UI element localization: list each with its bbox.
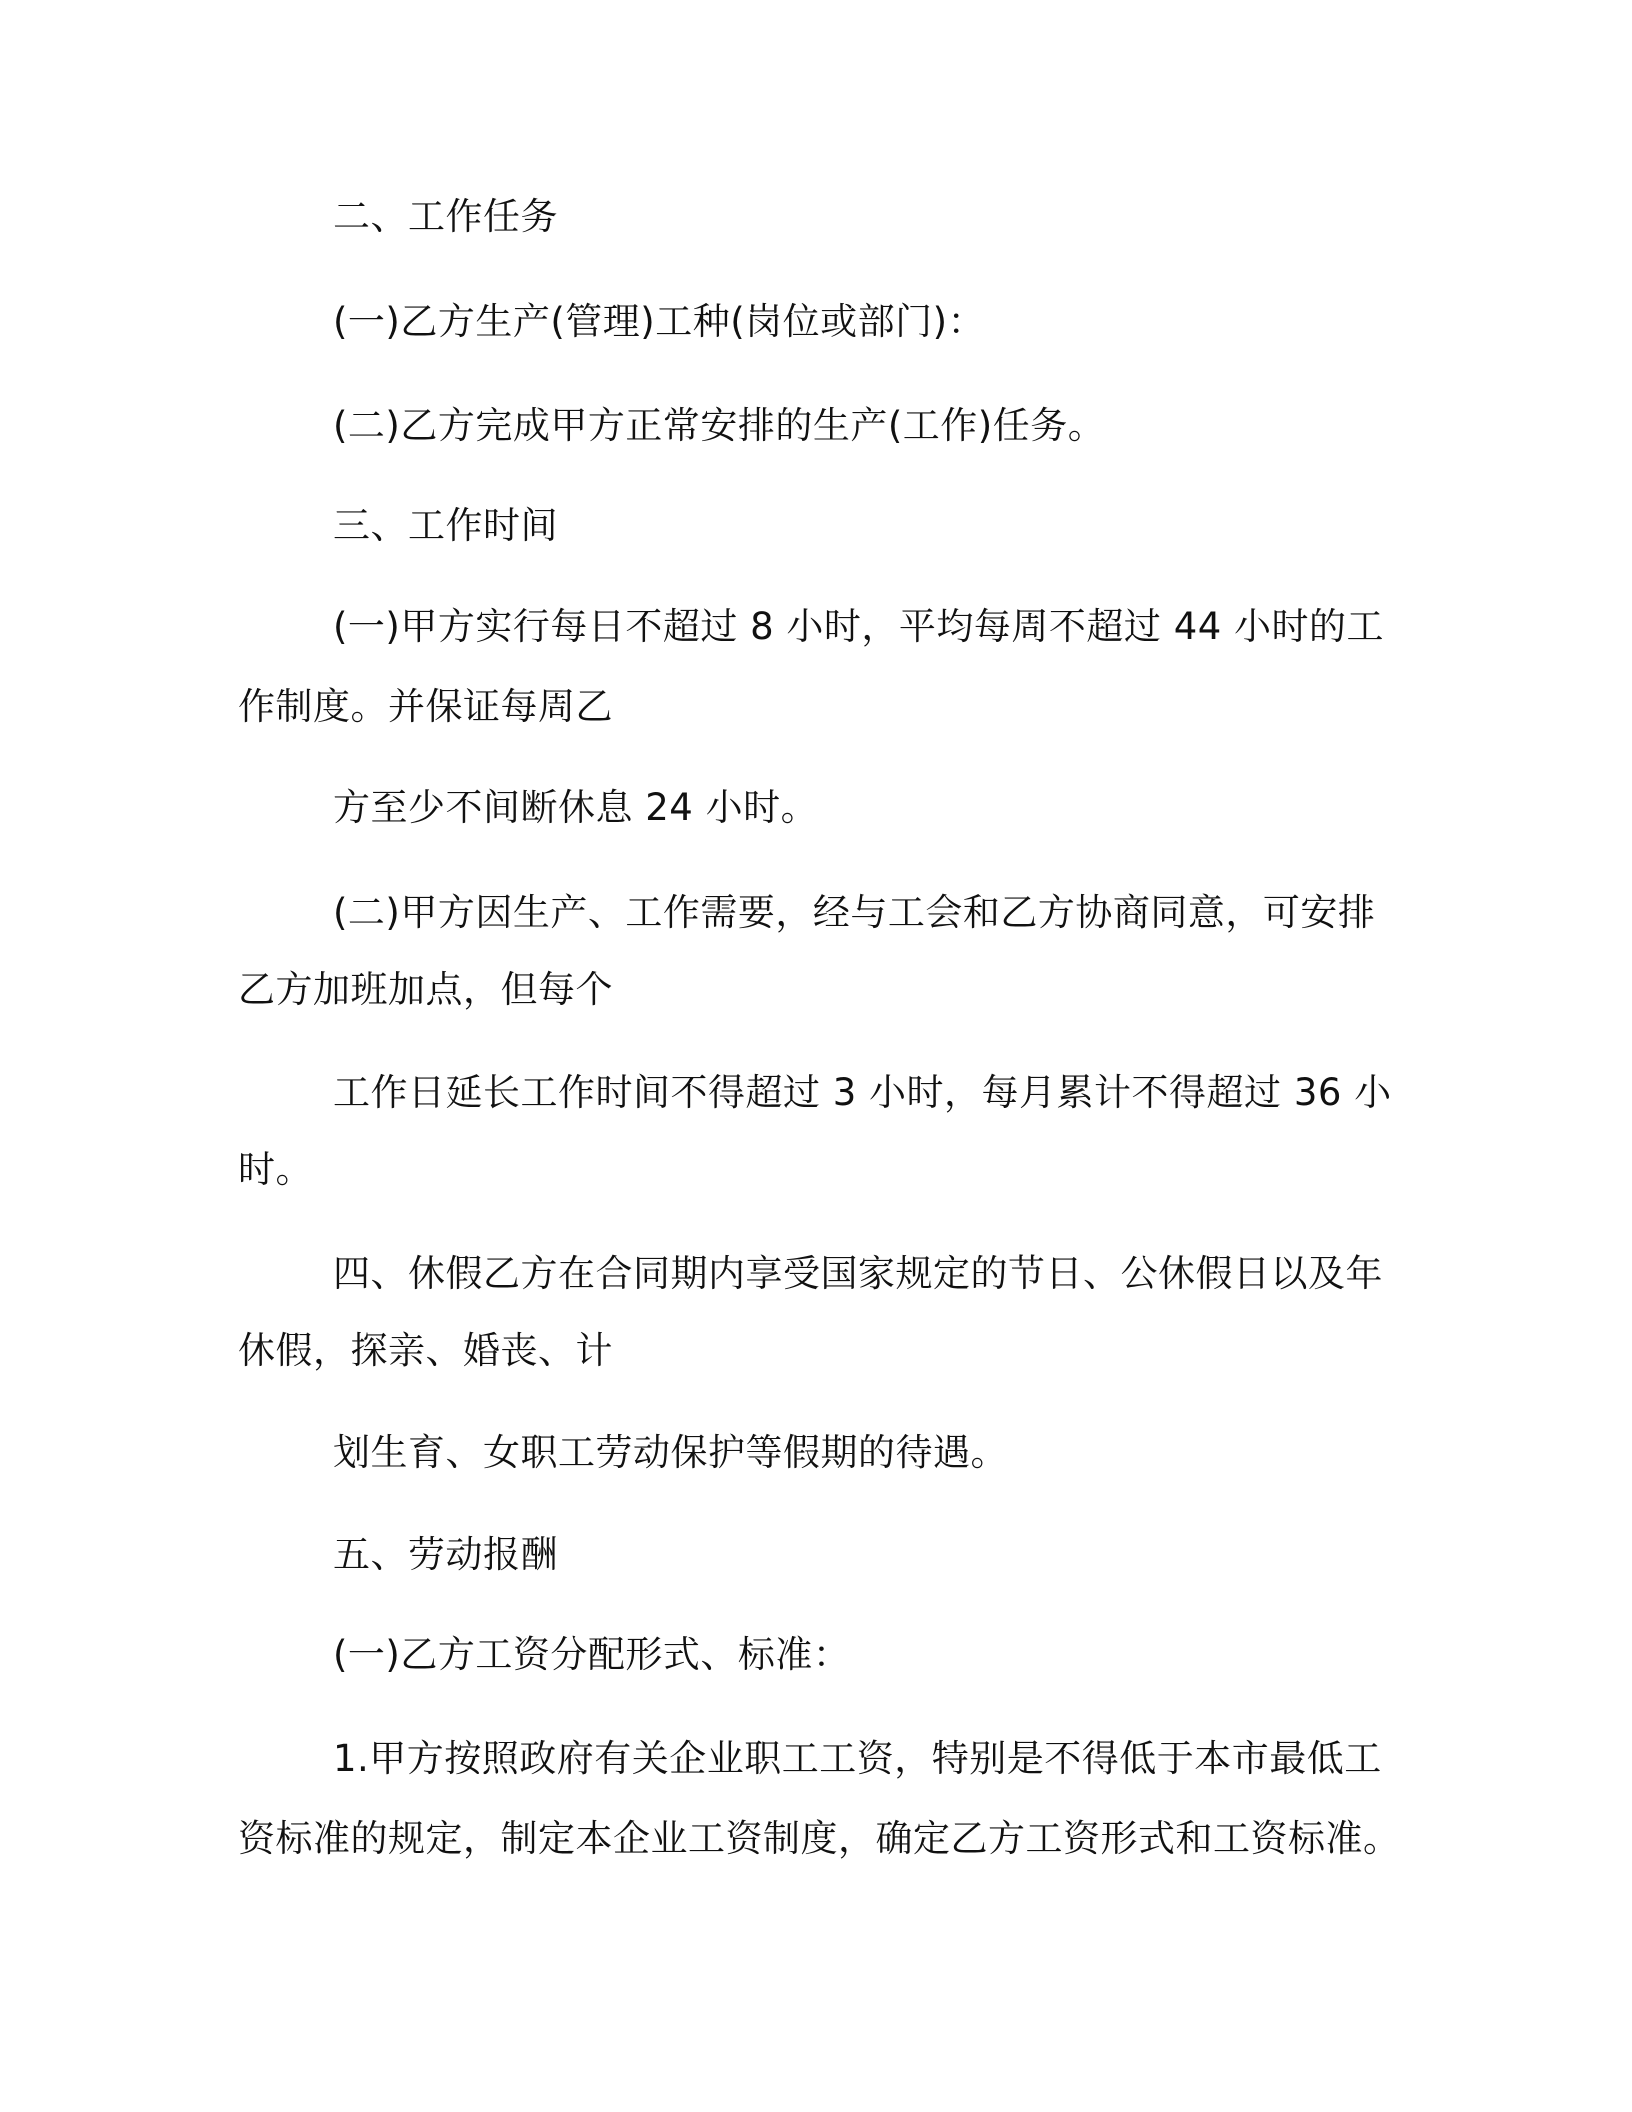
paragraph-line: 乙方加班加点，但每个: [238, 968, 613, 1011]
paragraph-line: (一)甲方实行每日不超过 8 小时，平均每周不超过 44 小时的工: [333, 605, 1385, 648]
paragraph-line: (一)乙方生产(管理)工种(岗位或部门)：: [333, 300, 986, 343]
section-heading-leave: 四、休假乙方在合同期内享受国家规定的节日、公休假日以及年: [333, 1252, 1383, 1295]
paragraph-line: 时。: [238, 1148, 313, 1191]
paragraph-line: 工作日延长工作时间不得超过 3 小时，每月累计不得超过 36 小: [333, 1071, 1392, 1114]
paragraph-line: (一)乙方工资分配形式、标准：: [333, 1633, 851, 1676]
paragraph-line: 作制度。并保证每周乙: [238, 685, 613, 728]
section-heading-remuneration: 五、劳动报酬: [333, 1533, 558, 1576]
paragraph-line: (二)乙方完成甲方正常安排的生产(工作)任务。: [333, 404, 1106, 447]
paragraph-line: 休假，探亲、婚丧、计: [238, 1329, 613, 1372]
paragraph-line: 1.甲方按照政府有关企业职工工资，特别是不得低于本市最低工: [333, 1737, 1382, 1780]
section-heading-work-hours: 三、工作时间: [333, 504, 558, 547]
paragraph-line: 资标准的规定，制定本企业工资制度，确定乙方工资形式和工资标准。: [238, 1817, 1401, 1860]
paragraph-line: 划生育、女职工劳动保护等假期的待遇。: [333, 1431, 1008, 1474]
section-heading-work-tasks: 二、工作任务: [333, 195, 558, 238]
paragraph-line: 方至少不间断休息 24 小时。: [333, 786, 819, 829]
paragraph-line: (二)甲方因生产、工作需要，经与工会和乙方协商同意，可安排: [333, 891, 1376, 934]
